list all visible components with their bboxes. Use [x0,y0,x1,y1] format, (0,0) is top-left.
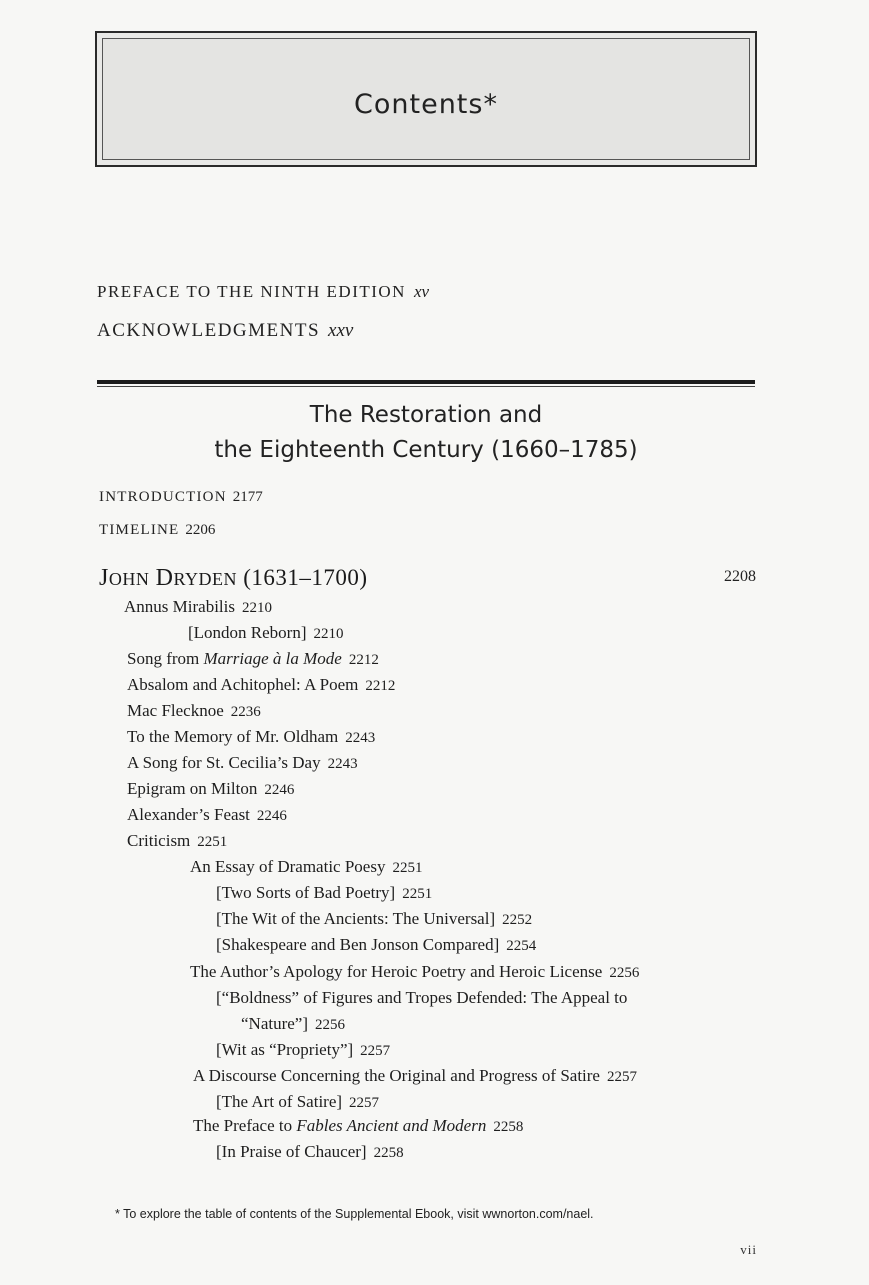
front-matter-page: xxv [328,320,354,341]
toc-entry[interactable] [127,701,261,721]
entry-title: [The Art of Satire] [216,1092,343,1111]
footnote: * To explore the table of contents of the Supplemental Ebook, visit wwnorton.com/nael. [115,1207,594,1221]
entry-page: 2243 [327,756,358,772]
timeline-page: 2206 [185,522,216,538]
section-timeline[interactable] [99,522,215,539]
author-first-rest: OHN [108,569,150,589]
toc-entry[interactable] [127,675,395,695]
entry-italic-title: Fables Ancient and Modern [296,1116,487,1135]
entry-page: 2236 [230,704,261,720]
entry-page: 2210 [241,600,272,616]
entry-page: 2212 [348,652,379,668]
toc-entry[interactable] [216,909,532,929]
front-matter-label: PREFACE TO THE NINTH EDITION [97,282,406,301]
entry-page: 2251 [197,834,228,850]
front-matter-label: ACKNOWLEDGMENTS [97,320,321,341]
entry-page: 2256 [315,1017,346,1033]
entry-title: A Discourse Concerning the Original and Progress of Satire [193,1066,600,1085]
toc-entry[interactable] [193,1066,637,1086]
author-page: 2208 [724,568,756,585]
entry-title: [The Wit of the Ancients: The Universal] [216,909,496,928]
entry-page: 2210 [313,626,344,642]
toc-entry[interactable] [216,883,432,903]
entry-title: [Wit as “Propriety”] [216,1040,354,1059]
toc-entry[interactable] [216,1040,390,1060]
entry-page: 2251 [402,886,433,902]
toc-entry[interactable] [127,649,379,669]
section-introduction[interactable] [99,489,263,506]
author-last-initial: D [155,565,174,591]
entry-page: 2257 [360,1043,391,1059]
front-matter-page: xv [413,282,430,301]
page-number: vii [740,1242,757,1257]
toc-entry[interactable] [193,1116,523,1136]
toc-entry[interactable] [127,727,375,747]
entry-page: 2257 [349,1095,380,1111]
toc-entry[interactable] [124,597,272,617]
section-rule-thin [97,386,755,387]
entry-title: Song from [127,649,204,668]
entry-title: [Shakespeare and Ben Jonson Compared] [216,935,500,954]
entry-title: [Two Sorts of Bad Poetry] [216,883,396,902]
entry-title: “Nature”] [241,1014,309,1033]
toc-entry[interactable] [241,1014,345,1034]
contents-banner-inner [102,38,750,160]
entry-italic-title: Marriage à la Mode [203,649,342,668]
toc-entry[interactable] [190,962,639,982]
page-title: Contents* [354,89,498,120]
toc-entry[interactable] [127,805,287,825]
toc-entry[interactable] [188,623,344,643]
entry-title: The Preface to [193,1116,297,1135]
section-title-line1: The Restoration and [309,402,543,428]
entry-title: Annus Mirabilis [124,597,235,616]
contents-banner [95,31,757,167]
entry-title: Epigram on Milton [127,779,258,798]
introduction-label: INTRODUCTION [99,489,227,505]
author-first-initial: J [99,565,109,591]
toc-entry[interactable] [127,831,227,851]
toc-entry[interactable] [216,988,627,1008]
entry-page: 2246 [256,808,287,824]
entry-title: Criticism [127,831,191,850]
entry-title: To the Memory of Mr. Oldham [127,727,339,746]
introduction-page: 2177 [232,489,263,505]
entry-title: [“Boldness” of Figures and Tropes Defended: The Appeal to [216,988,628,1007]
entry-page: 2212 [365,678,396,694]
entry-page: 2257 [606,1069,637,1085]
timeline-label: TIMELINE [99,522,180,538]
entry-title: [London Reborn] [188,623,307,642]
section-rule [97,380,755,384]
entry-page: 2254 [506,938,537,954]
toc-entry[interactable] [216,1142,404,1162]
toc-entry[interactable] [216,1092,379,1112]
entry-page: 2243 [345,730,376,746]
entry-title: Mac Flecknoe [127,701,224,720]
entry-title: [In Praise of Chaucer] [216,1142,367,1161]
toc-entry[interactable] [216,935,536,955]
entry-title: The Author’s Apology for Heroic Poetry and Heroic License [190,962,603,981]
toc-entry[interactable] [190,857,422,877]
toc-entry[interactable] [127,779,294,799]
entry-page: 2251 [392,860,423,876]
front-matter-acknowledgments[interactable] [97,320,353,342]
entry-page: 2252 [502,912,533,928]
entry-title: A Song for St. Cecilia’s Day [127,753,321,772]
entry-page: 2256 [609,965,640,981]
entry-title: Absalom and Achitophel: A Poem [127,675,359,694]
section-title-line2: the Eighteenth Century (1660–1785) [214,437,638,463]
entry-title: Alexander’s Feast [127,805,250,824]
entry-page: 2258 [373,1145,404,1161]
entry-title: An Essay of Dramatic Poesy [190,857,386,876]
entry-page: 2246 [264,782,295,798]
author-heading[interactable] [99,565,368,592]
front-matter-preface[interactable] [97,282,429,302]
entry-page: 2258 [493,1119,524,1135]
author-last-rest: RYDEN [173,569,237,589]
toc-entry[interactable] [127,753,358,773]
author-dates: (1631–1700) [243,565,368,590]
